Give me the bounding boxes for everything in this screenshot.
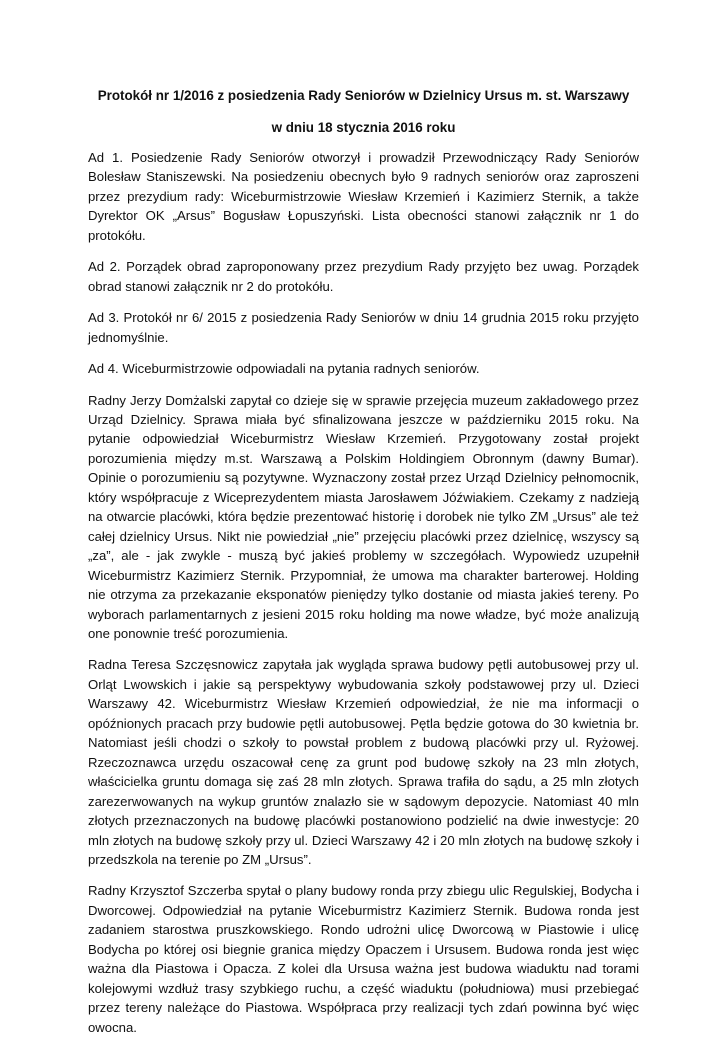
document-date: w dniu 18 stycznia 2016 roku: [271, 120, 456, 135]
document-title: Protokół nr 1/2016 z posiedzenia Rady Seniorów w Dzielnicy Ursus m. st. Warszawy: [97, 88, 630, 103]
paragraph-ad-3: Ad 3. Protokół nr 6/ 2015 z posiedzenia Rady Seniorów w dniu 14 grudnia 2015 roku przyjęto jednomyślnie.: [88, 310, 639, 345]
paragraph-szczesnowicz: Radna Teresa Szczęsnowicz zapytała jak wygląda sprawa budowy pętli autobusowej przy ul. Orląt Lwowskich i jakie są perspektywy wybudowania szkoły podstawowej przy ul. Dzieci Warszawy 42. Wiceburmistrz Wiesław Krzemień odpowiedział, że nie ma informacji o opóźnionych pracach przy budowie pętli autobusowej. Pętla będzie gotowa do 30 kwietnia br. Natomiast jeśli chodzi o szkoły to powstał problem z budową placówki przy ul. Ryżowej. Rzeczoznawca urzędu oszacował cenę za grunt pod budowę szkoły na 23 mln złotych, właścicielka gruntu domaga się zaś 28 mln złotych. Sprawa trafiła do sądu, a 25 mln złotych zarezerwowanych na wykup gruntów znalazło sie w sądowym depozycie. Natomiast 40 mln złotych przeznaczonych na budowę placówki postanowiono podzielić na dwie inwestycje: 20 mln złotych na budowę szkoły przy ul. Dzieci Warszawy 42 i 20 mln złotych na budowę szkoły i przedszkola na terenie po ZM „Ursus”.: [88, 657, 639, 867]
paragraph-szczerba: Radny Krzysztof Szczerba spytał o plany budowy ronda przy zbiegu ulic Regulskiej, Bodycha i Dworcowej. Odpowiedział na pytanie Wiceburmistrz Kazimierz Sternik. Budowa ronda jest zadaniem starostwa pruszkowskiego. Rondo udrożni ulicę Dworcową w Piastowie i ulicę Bodycha po której osi biegnie granica między Opaczem i Ursusem. Budowa ronda jest więc ważna dla Piastowa i Opacza. Z kolei dla Ursusa ważna jest budowa wiaduktu nad torami kolejowymi wzdłuż trasy szybkiego ruchu, a część wiaduktu (południowa) musi przebiegać przez tereny należące do Piastowa. Współpraca przy realizacji tych zdań powinna być więc owocna.: [88, 883, 639, 1035]
paragraph-ad-4: Ad 4. Wiceburmistrzowie odpowiadali na pytania radnych seniorów.: [88, 361, 480, 377]
paragraph-ad-1: Ad 1. Posiedzenie Rady Seniorów otworzył i prowadził Przewodniczący Rady Seniorów Bolesław Staniszewski. Na posiedzeniu obecnych było 9 radnych seniorów oraz zaproszeni przez prezydium rady: Wiceburmistrzowie Wiesław Krzemień i Kazimierz Sternik, a także Dyrektor OK „Arsus” Bogusław Łopuszyński. Lista obecności stanowi załącznik nr 1 do protokółu.: [88, 150, 639, 243]
paragraph-ad-2: Ad 2. Porządek obrad zaproponowany przez prezydium Rady przyjęto bez uwag. Porządek obrad stanowi załącznik nr 2 do protokółu.: [88, 259, 639, 294]
paragraph-domzalski: Radny Jerzy Domżalski zapytał co dzieje się w sprawie przejęcia muzeum zakładowego przez Urząd Dzielnicy. Sprawa miała być sfinalizowana jeszcze w październiku 2015 roku. Na pytanie odpowiedział Wiceburmistrz Wiesław Krzemień. Przygotowany został projekt porozumienia między m.st. Warszawą a Polskim Holdingiem Obronnym (dawny Bumar). Opinie o porozumieniu są pozytywne. Wyznaczony został przez Urząd Dzielnicy pełnomocnik, który współpracuje z Wiceprezydentem miasta Jarosławem Jóźwiakiem. Czekamy z nadzieją na otwarcie placówki, która będzie prezentować historię i dorobek nie tylko ZM „Ursus” ale też całej dzielnicy Ursus. Nikt nie powiedział „nie” przejęciu placówki przez dzielnicę, wszyscy są „za”, ale - jak zwykle - muszą być jakieś problemy w szczegółach. Wypowiedz uzupełnił Wiceburmistrz Kazimierz Sternik. Przypomniał, że umowa ma charakter barterowej. Holding nie otrzyma za przekazanie eksponatów pieniędzy tylko dostanie od miasta jakieś tereny. Po wyborach parlamentarnych z jesieni 2015 roku holding ma nowe władze, być może analizują one ponownie treść porozumienia.: [88, 392, 639, 641]
